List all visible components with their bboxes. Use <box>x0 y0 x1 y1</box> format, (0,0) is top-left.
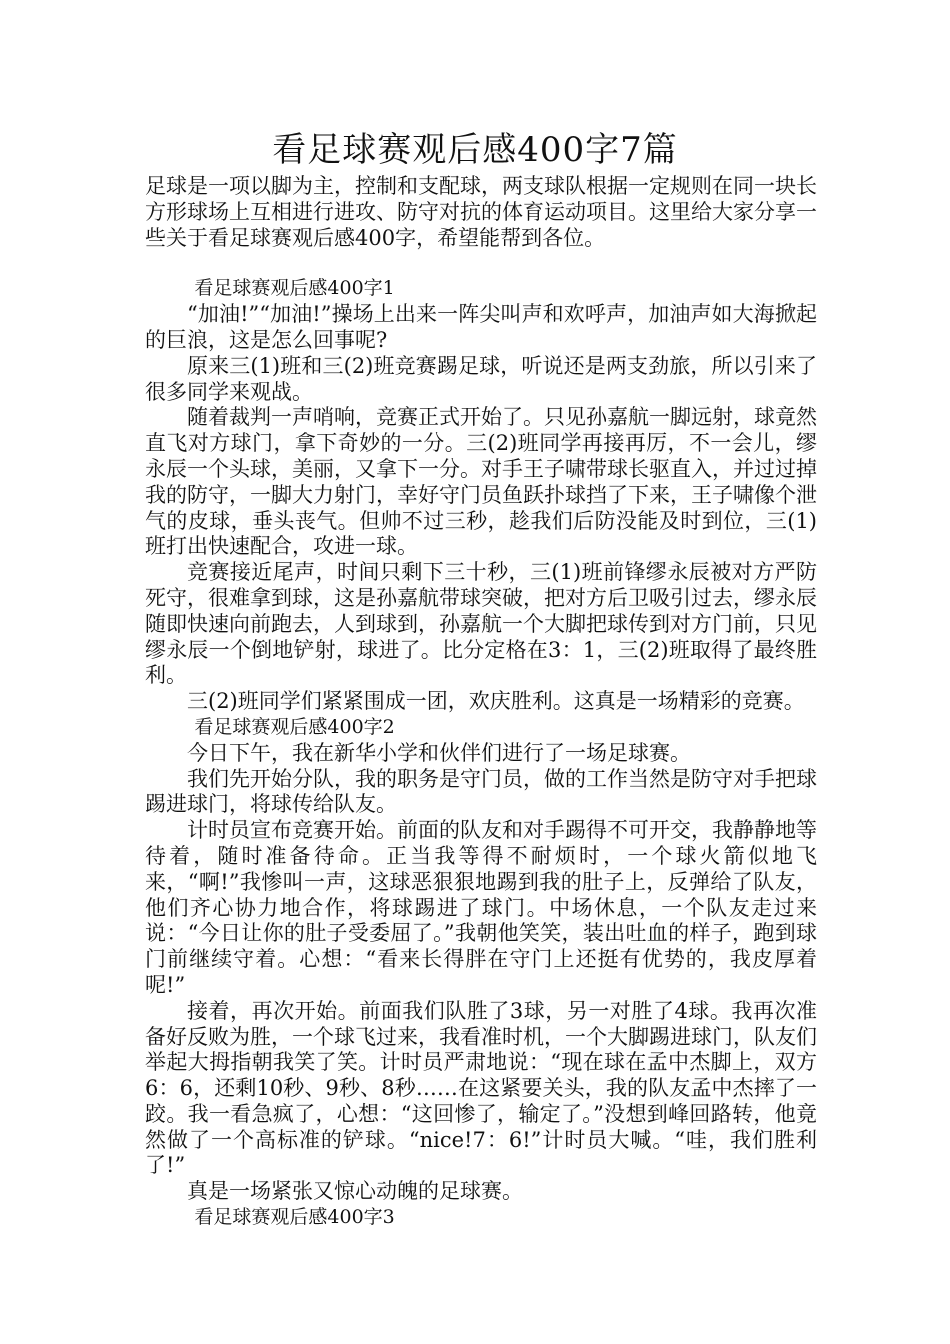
section-heading-3: 看足球赛观后感400字3 <box>194 1206 395 1229</box>
document-title: 看足球赛观后感400字7篇 <box>272 130 678 170</box>
section-2-paragraph: 我们先开始分队，我的职务是守门员，做的工作当然是防守对手把球踢进球门，将球传给队友。 <box>145 766 817 817</box>
document-body <box>145 174 817 1231</box>
section-1-paragraph: “加油!”“加油!”操场上出来一阵尖叫声和欢呼声，加油声如大海掀起的巨浪，这是怎么回事呢? <box>145 302 817 352</box>
section-1-paragraph: 随着裁判一声哨响，竞赛正式开始了。只见孙嘉航一脚远射，球竟然直飞对方球门，拿下奇妙的一分。三(2)班同学再接再厉，不一会儿，缪永辰一个头球，美丽，又拿下一分。对手王子啸带球长驱直入，并过过掉我的防守，一脚大力射门，幸好守门员鱼跃扑球挡了下来，王子啸像个泄气的皮球，垂头丧气。但帅不过三秒，趁我们后防没能及时到位，三(1)班打出快速配合，攻进一球。 <box>145 405 817 559</box>
section-heading-1: 看足球赛观后感400字1 <box>194 277 395 300</box>
intro-paragraph: 足球是一项以脚为主，控制和支配球，两支球队根据一定规则在同一块长方形球场上互相进行进攻、防守对抗的体育运动项目。这里给大家分享一些关于看足球赛观后感400字，希望能帮到各位。 <box>145 174 817 250</box>
section-1-paragraph: 三(2)班同学们紧紧围成一团，欢庆胜利。这真是一场精彩的竞赛。 <box>187 689 805 714</box>
section-2-paragraph: 今日下午，我在新华小学和伙伴们进行了一场足球赛。 <box>187 740 691 765</box>
section-2-paragraph: 计时员宣布竞赛开始。前面的队友和对手踢得不可开交，我静静地等待着，随时准备待命。正当我等得不耐烦时，一个球火箭似地飞来，“啊!”我惨叫一声，这球恶狠狠地踢到我的肚子上，反弹给了队友，他们齐心协力地合作，将球踢进了球门。中场休息，一个队友走过来说：“今日让你的肚子受委屈了。”我朝他笑笑，装出吐血的样子，跑到球门前继续守着。心想：“看来长得胖在守门上还挺有优势的，我皮厚着呢!” <box>145 818 817 997</box>
section-2-paragraph: 真是一场紧张又惊心动魄的足球赛。 <box>187 1179 523 1204</box>
section-1-paragraph: 原来三(1)班和三(2)班竞赛踢足球，听说还是两支劲旅，所以引来了很多同学来观战。 <box>145 353 817 404</box>
spacer <box>145 251 817 276</box>
section-heading-2: 看足球赛观后感400字2 <box>194 715 395 738</box>
section-1-paragraph: 竞赛接近尾声，时间只剩下三十秒，三(1)班前锋缪永辰被对方严防死守，很难拿到球，这是孙嘉航带球突破，把对方后卫吸引过去，缪永辰随即快速向前跑去，人到球到，孙嘉航一个大脚把球传到对方门前，只见缪永辰一个倒地铲射，球进了。比分定格在3：1，三(2)班取得了最终胜利。 <box>145 560 817 688</box>
section-2-paragraph: 接着，再次开始。前面我们队胜了3球，另一对胜了4球。我再次准备好反败为胜，一个球飞过来，我看准时机，一个大脚踢进球门，队友们举起大拇指朝我笑了笑。计时员严肃地说：“现在球在孟中杰脚上，双方6：6，还剩10秒、9秒、8秒……在这紧要关头，我的队友孟中杰摔了一跤。我一看急疯了，心想：“这回惨了，输定了。”没想到峰回路转，他竟然做了一个高标准的铲球。“nice!7：6!”计时员大喊。“哇，我们胜利了!” <box>145 998 817 1178</box>
